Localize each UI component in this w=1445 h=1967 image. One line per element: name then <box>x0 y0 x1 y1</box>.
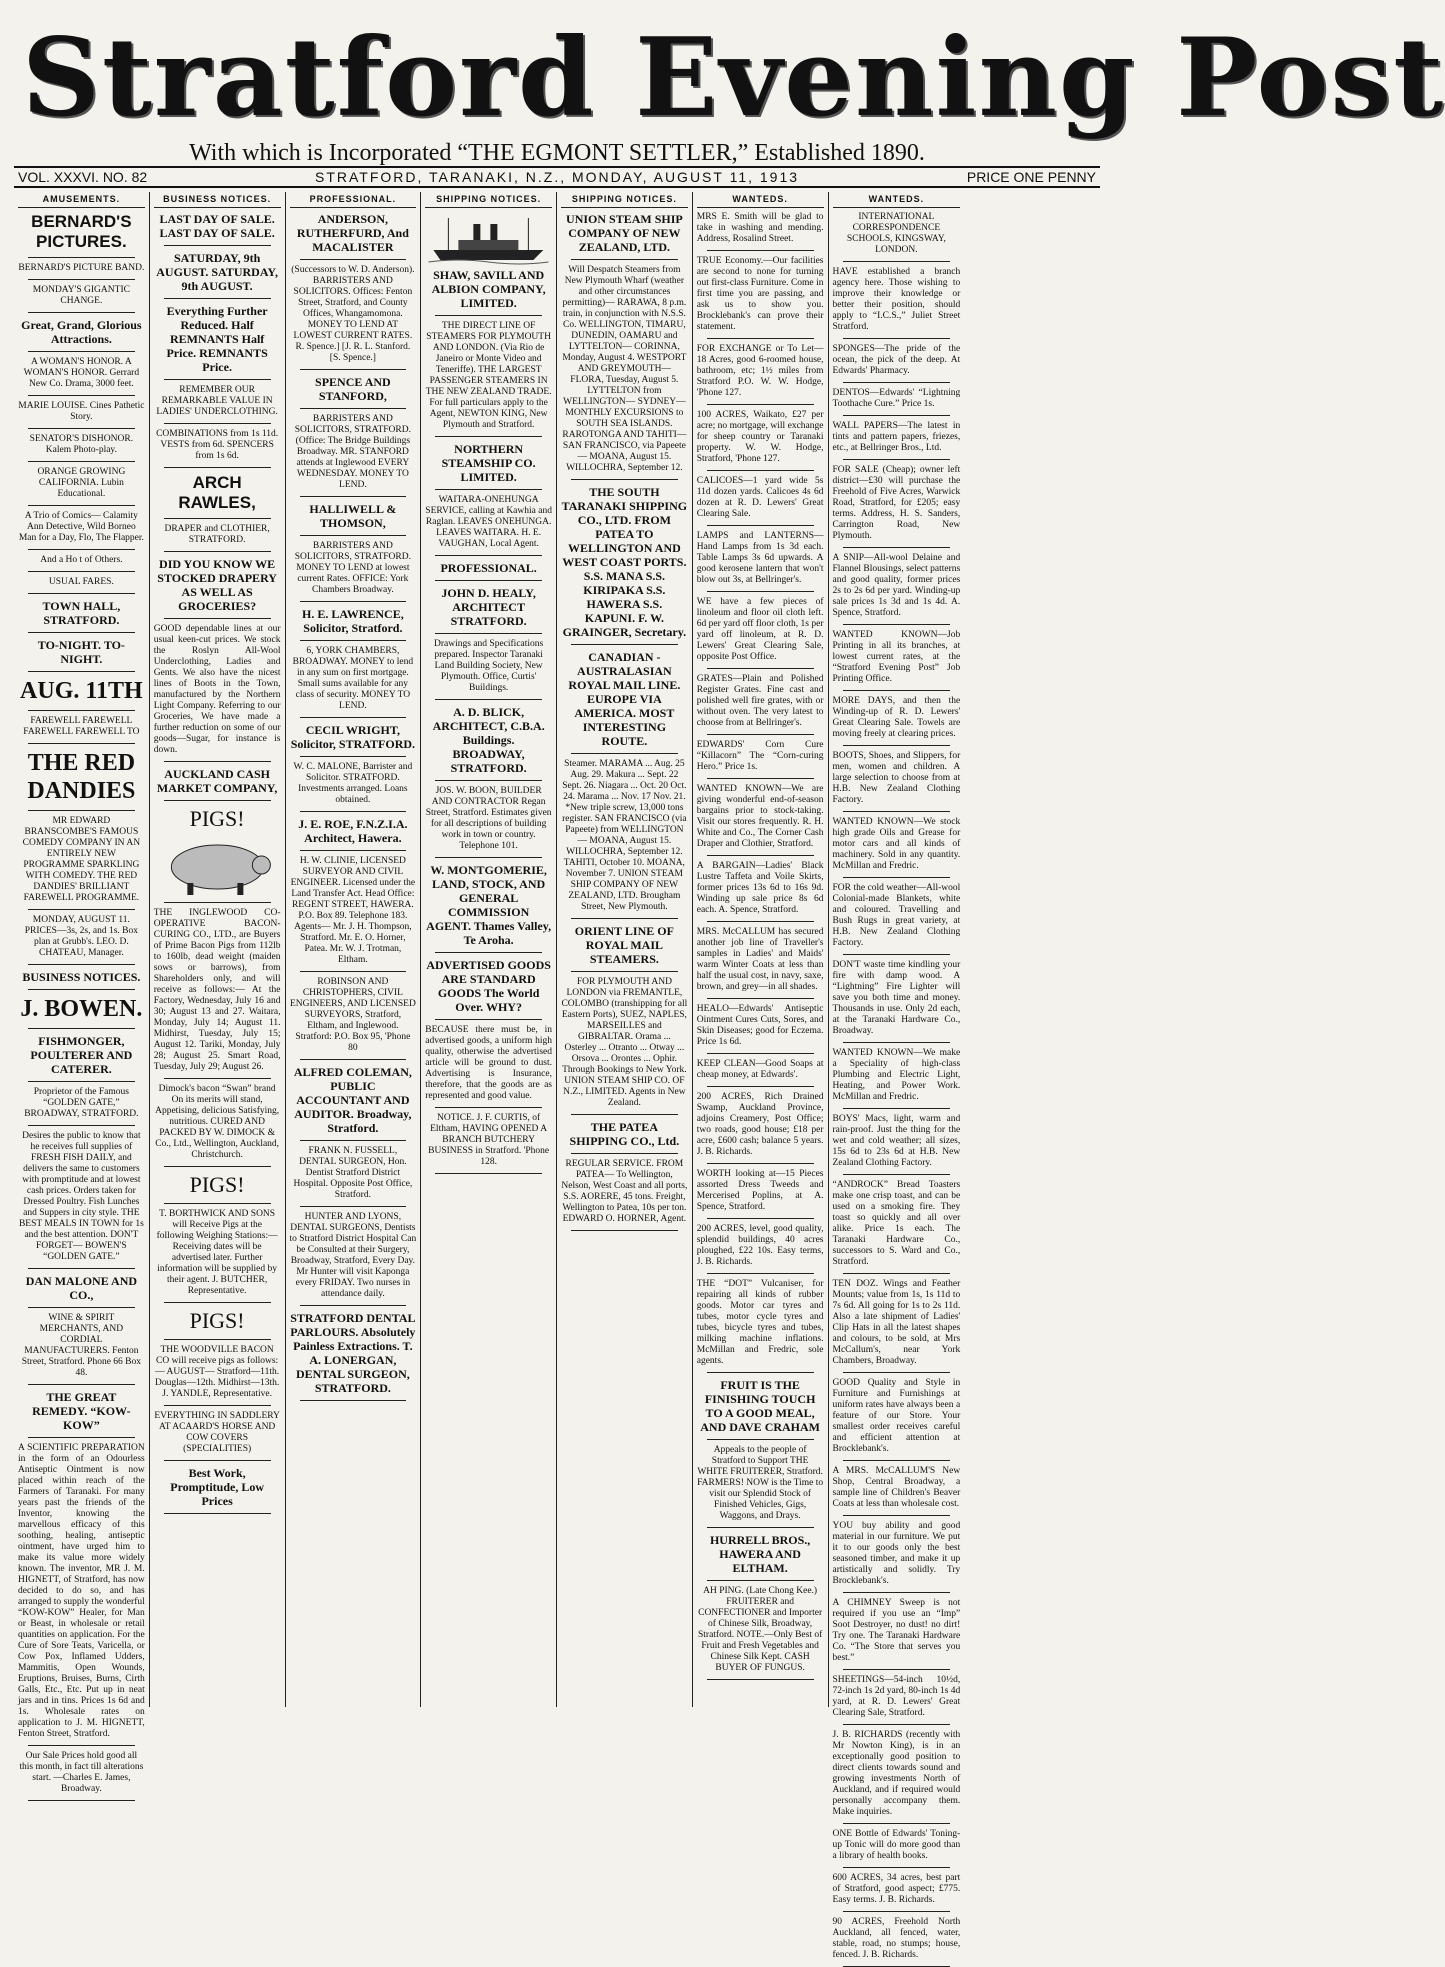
divider <box>435 436 542 437</box>
advertisement-text: WANTED KNOWN—We make a Speciality of high-class Plumbing and Electric Light, Heating, and Power Work. McMillan and Fredric. <box>832 1048 961 1102</box>
advertisement-text: LAMPS and LANTERNS—Hand Lamps from 1s 3d each. Table Lamps 3s 6d upwards. A good kerosene lantern that won't blow out 3s, at Bellringer's. <box>696 531 824 585</box>
divider <box>28 279 135 280</box>
divider <box>843 547 951 548</box>
divider <box>435 580 542 581</box>
divider <box>707 1679 814 1680</box>
divider <box>571 1230 678 1231</box>
advertisement-text: HAVE established a branch agency here. Those wishing to improve their knowledge or better their position, should apply to “I.C.S.,” Juliet Street Stratford. <box>832 267 961 332</box>
advertisement-text: Dimock's bacon “Swan” brand On its merits will stand, Appetising, delicious Satisfying, nutritious. CURED AND PACKED BY W. DIMOCK & Co., Ltd., Wellington, Auckland, Christchurch. <box>155 1084 280 1160</box>
divider <box>843 1042 951 1043</box>
column-7 <box>829 192 965 1960</box>
advertisement-text: W. C. MALONE, Barrister and Solicitor. STRATFORD. Investments arranged. Loans obtained. <box>293 762 413 805</box>
divider <box>28 810 135 811</box>
advertisement-text: LAST DAY OF SALE. LAST DAY OF SALE. <box>159 212 275 240</box>
divider <box>843 1724 951 1725</box>
divider <box>571 644 678 645</box>
divider <box>164 1203 271 1204</box>
column-header: WANTEDS. <box>697 194 824 208</box>
advertisement-text: A BARGAIN—Ladies' Black Lustre Taffeta and Voile Skirts, former prices 13s 6d to 16s 9d. Winding up sale price 8s 6d each. A. Spence, Stratford. <box>696 861 824 915</box>
advertisement-text: Appeals to the people of Stratford to Support THE WHITE FRUITERER, Stratford. FARMERS! NOW is the Time to visit our Splendid Stock of Finished Vehicles, Gigs, Waggons, and Drays. <box>697 1445 824 1521</box>
advertisement-text: (Successors to W. D. Anderson). BARRISTERS AND SOLICITORS. Offices: Fenton Street, Stratford, and County Offices, Whangamomona. MONEY TO LEND AT LOWEST CURRENT RATES. R. Spence.] [J. R. L. Stanford. [S. Spence.] <box>291 265 415 363</box>
divider <box>300 1400 407 1401</box>
divider <box>164 761 271 762</box>
advertisement-text: ROBINSON AND CHRISTOPHERS, CIVIL ENGINEERS, AND LICENSED SURVEYORS, Stratford, Eltham, and Inglewood. Stratford: P.O. Box 95, 'Phone 80 <box>289 977 416 1053</box>
advertisement-text: WALL PAPERS—The latest in tints and pattern papers, friezes, etc., at Bellringer Bros., Ltd. <box>832 421 961 453</box>
divider <box>571 1153 678 1154</box>
advertisement-text: BERNARD'S PICTURES. <box>31 212 132 251</box>
divider <box>28 1437 135 1438</box>
divider <box>435 857 542 858</box>
dateline <box>14 166 1100 188</box>
place-and-date: STRATFORD, TARANAKI, N.Z., MONDAY, AUGUST 11, 1913 <box>314 169 800 185</box>
divider <box>28 710 135 711</box>
column-5 <box>557 192 693 1707</box>
divider <box>707 778 814 779</box>
advertisement-text: WANTED KNOWN—We stock high grade Oils and Grease for motor cars and all kinds of machinery. Sold in any quantity. McMillan and Fredric. <box>832 817 961 871</box>
divider <box>28 549 135 550</box>
divider <box>28 989 135 990</box>
advertisement-text: SHEETINGS—54-inch 10½d, 72-inch 1s 2d yard, 80-inch 1s 4d yard, at R. D. Lewers' Great Clearing Sale, Stratford. <box>832 1675 961 1718</box>
divider <box>843 811 951 812</box>
volume-number: VOL. XXXVI. NO. 82 <box>18 169 148 185</box>
advertisement-text: BOOTS, Shoes, and Slippers, for men, women and children. A large selection to choose from at H.B. New Zealand Clothing Factory. <box>832 751 961 805</box>
advertisement-text: BERNARD'S PICTURE BAND. <box>18 263 145 273</box>
advertisement-text: MORE DAYS, and then the Winding-up of R. D. Lewers' Great Clearing Sale. Towels are moving freely at clearing prices. <box>832 696 961 739</box>
divider <box>28 964 135 965</box>
divider <box>435 315 542 316</box>
advertisement-text: BOYS' Macs, light, warm and rain-proof. Just the thing for the wet and cold weather; all sizes, 15s 6d to 23s 6d at H.B. New Zealand Clothing Factory. <box>832 1114 961 1168</box>
advertisement-text: KEEP CLEAN—Good Soaps at cheap money, at Edwards'. <box>696 1059 824 1080</box>
advertisement-text: MR EDWARD BRANSCOMBE'S FAMOUS COMEDY COMPANY IN AN ENTIRELY NEW PROGRAMME SPARKLING WITH COMEDY. THE RED DANDIES' BRILLIANT FAREWELL PROGRAMME. <box>22 816 141 903</box>
divider <box>843 1669 951 1670</box>
divider <box>843 1823 951 1824</box>
advertisement-text: And a Ho t of Others. <box>40 555 123 565</box>
advertisement-text: DRAPER and CLOTHIER, STRATFORD. <box>164 524 270 545</box>
divider <box>164 1339 271 1340</box>
column-header: SHIPPING NOTICES. <box>561 194 688 208</box>
divider <box>843 261 951 262</box>
advertisement-text: TRUE Economy.—Our facilities are second to none for turning out first-class Furniture. Come in first time you are passing, and ask us to show you. Brocklebank's can prove their statement. <box>696 256 824 332</box>
advertisement-text: NOTICE. J. F. CURTIS, of Eltham, HAVING OPENED A BRANCH BUTCHERY BUSINESS in Stratford. 'Phone 128. <box>428 1113 550 1167</box>
divider <box>707 921 814 922</box>
divider <box>843 1108 951 1109</box>
advertisement-text: SATURDAY, 9th AUGUST. SATURDAY, 9th AUGUST. <box>156 251 278 293</box>
divider <box>843 415 951 416</box>
divider <box>300 1140 407 1141</box>
divider <box>707 404 814 405</box>
advertisement-text: ORANGE GROWING CALIFORNIA. Lubin Educational. <box>37 467 126 499</box>
divider <box>707 1439 814 1440</box>
column-3 <box>286 192 422 1707</box>
advertisement-text: BARRISTERS AND SOLICITORS, STRATFORD. (Office: The Bridge Buildings Broadway. MR. STANFORD attends at Inglewood EVERY WEDNESDAY. MONEY TO LEND. <box>294 414 411 490</box>
advertisement-text: PIGS! <box>189 1308 245 1333</box>
price: PRICE ONE PENNY <box>966 169 1096 185</box>
advertisement-text: JOHN D. HEALY, ARCHITECT STRATFORD. <box>441 586 536 628</box>
advertisement-text: THE “DOT” Vulcaniser, for repairing all kinds of rubber goods. Motor car tyres and tubes, motor cycle tyres and tubes, bicycle tyres and tubes, milking machine inflations. McMillan and Fredric, sole agents. <box>696 1279 824 1366</box>
advertisement-text: MRS E. Smith will be glad to take in washing and mending. Address, Rosalind Street. <box>696 212 824 244</box>
advertisement-text: THE WOODVILLE BACON CO will receive pigs as follows:— AUGUST— Stratford—11th. Douglas—12th. Midhirst—13th. J. YANDLE, Representative. <box>154 1345 280 1399</box>
divider <box>28 351 135 352</box>
advertisement-text: WANTED KNOWN—We are giving wonderful end-of-season bargains prior to stock-taking. Visit our stores frequently. R. H. White and Co., The Corner Cash Draper and Clothier, Stratford. <box>696 784 824 849</box>
advertisement-text: GOOD dependable lines at our usual keen-cut prices. We stock the Roslyn All-Wool Underclothing, Ladies and Gents. We also have the nicest lines of Boots in the Town, manufactured by the Northern Light Company. Referring to our Groceries, We have made a further reduction on some of our goods—Sugar, for instance is down. <box>153 624 281 755</box>
advertisement-text: SPENCE AND STANFORD, <box>315 375 391 403</box>
advertisement-text: WAITARA-ONEHUNGA SERVICE, calling at Kawhia and Raglan. LEAVES ONEHUNGA. LEAVES WAITARA. H. E. VAUGHAN, Local Agent. <box>425 495 552 549</box>
advertisement-text: EDWARDS' Corn Cure “Killacorn” The “Corn-curing Hero.” Price 1s. <box>696 740 824 772</box>
advertisement-text: REGULAR SERVICE. FROM PATEA— To Wellington, Nelson, West Coast and all ports, S.S. AORERE, 45 tons. Freight, Wellington to Patea, 10s per ton. EDWARD O. HORNER, Agent. <box>561 1159 688 1224</box>
column-header: AMUSEMENTS. <box>18 194 145 208</box>
divider <box>707 998 814 999</box>
advertisement-text: MARIE LOUISE. Cines Pathetic Story. <box>18 401 145 422</box>
advertisement-text: A SCIENTIFIC PREPARATION in the form of an Odourless Antiseptic Ointment is now placed within reach of the Farmers of Taranaki. For many years past the friends of the Inventor, knowing the marvellous efficacy of this soothing, healing, antiseptic ointment, have urged him to make its value more widely known. The inventor, MR J. M. HIGNETT, of Stratford, has now decided to do so, and has arranged to supply the wonderful “KOW-KOW” Healer, for Man or Beast, in wholesale or retail quantities on application. For the Cure of Sore Teats, Varicella, or Cow Pox, Inflamed Udders, Mammitis, Open Wounds, Eruptions, Bruises, Burns, Cirth Galls, Etc., Etc. Put up in neat jars and in tins. Prices 1s 6d and 1s. Wholesale rates on application to J. M. HIGNETT, Fenton Street, Stratford. <box>18 1443 145 1739</box>
advertisement-text: 600 ACRES, 34 acres, best part of Stratford, good aspect; £775. Easy terms. J. B. Richards. <box>832 1873 961 1905</box>
advertisement-text: A MRS. McCALLUM'S New Shop, Central Broadway, a sample line of Children's Beaver Coats at less than wholesale cost. <box>832 1466 961 1509</box>
advertisement-text: YOU buy ability and good material in our furniture. We put it to our goods only the best seasoned timber, and make it up artistically and solidly. Try Brocklebank's. <box>832 1521 961 1586</box>
divider <box>300 850 407 851</box>
divider <box>571 1114 678 1115</box>
divider <box>435 633 542 634</box>
divider <box>707 591 814 592</box>
divider <box>28 257 135 258</box>
advertisement-text: CANADIAN - AUSTRALASIAN ROYAL MAIL LINE. EUROPE VIA AMERICA. MOST INTERESTING ROUTE. <box>568 650 681 748</box>
advertisement-text: ORIENT LINE OF ROYAL MAIL STEAMERS. <box>574 924 674 966</box>
advertisement-text: 200 ACRES, level, good quality, splendid buildings, 40 acres ploughed, £22 10s. Easy terms, J. B. Richards. <box>696 1224 824 1267</box>
advertisement-text: Drawings and Specifications prepared. Inspector Taranaki Land Building Society, New Plymouth. Office, Curtis' Buildings. <box>434 639 544 693</box>
advertisement-text: THE INGLEWOOD CO-OPERATIVE BACON-CURING CO., LTD., are Buyers of Prime Bacon Pigs from 112lb to 160lb, dead weight (maiden sows or barrows), from Shareholders only, and will receive as follows:— At the Factory, Wednesday, July 16 and 30; August 13 and 27. Waitara, Monday, July 14; August 11. Midhirst, Tuesday, July 15; August 12. Tariki, Monday, July 28; August 25. Smart Road, Tuesday, July 29; August 26. <box>153 908 281 1072</box>
divider <box>435 952 542 953</box>
advertisement-text: INTERNATIONAL CORRESPONDENCE SCHOOLS, KINGSWAY, LONDON. <box>846 212 946 255</box>
divider <box>164 1460 271 1461</box>
steamship-illustration <box>425 212 552 266</box>
advertisement-text: 6, YORK CHAMBERS, BROADWAY. MONEY to lend in any sum on first mortgage. Small sums available for any class of security. MONEY TO LEND. <box>292 646 414 711</box>
columns-area <box>14 192 1100 1960</box>
advertisement-text: TO-NIGHT. TO-NIGHT. <box>37 638 125 666</box>
divider <box>435 1173 542 1174</box>
divider <box>28 1307 135 1308</box>
column-header: SHIPPING NOTICES. <box>425 194 552 208</box>
divider <box>435 489 542 490</box>
divider <box>164 551 271 552</box>
advertisement-text: DON'T waste time kindling your fire with damp wood. A “Lightning” Fire Lighter will save you both time and money. Thousands in use. Only 2d each, at the Taranaki Hardware Co., Broadway. <box>832 960 961 1036</box>
advertisement-text: FOR the cold weather—All-wool Colonial-made Blankets, white and coloured. Travelling and Bush Rugs in great variety, at H.B. New Zealand Clothing Factory. <box>832 883 961 948</box>
advertisement-text: CALICOES—1 yard wide 5s 11d dozen yards. Calicoes 4s 6d dozen at R. D. Lewers' Great Clearing Sale. <box>696 476 824 519</box>
divider <box>571 479 678 480</box>
divider <box>707 855 814 856</box>
divider <box>164 298 271 299</box>
divider <box>300 811 407 812</box>
advertisement-text: PIGS! <box>189 806 245 831</box>
advertisement-text: FOR SALE (Cheap); owner left district—£30 will purchase the Freehold of Five Acres, Warwick Road, Stratford, for £205; easy terms. Address, H. S. Sanders, Carrington Road, New Plymouth. <box>832 465 961 541</box>
divider <box>435 780 542 781</box>
divider <box>164 1166 271 1167</box>
divider <box>28 571 135 572</box>
advertisement-text: J. E. ROE, F.N.Z.I.A. Architect, Hawera. <box>298 817 408 845</box>
divider <box>164 245 271 246</box>
advertisement-text: 200 ACRES, Rich Drained Swamp, Auckland Province, adjoins Creamery, Post Office; two roads, good house; £18 per acre, £600 cash; balance 5 years. J. B. Richards. <box>696 1092 824 1157</box>
advertisement-text: Steamer. MARAMA ... Aug. 25 Aug. 29. Makura ... Sept. 22 Sept. 26. Niagara ... Oct. 20 Oct. 24. Marama ... Nov. 17 Nov. 21. *New triple screw, 13,000 tons register. SAN FRANCISCO (via Papeete) from WELLINGTON— MOANA, August 15. WILLOCHRA, September 12. TAHITI, October 10. MOANA, November 7. UNION STEAM SHIP COMPANY OF NEW ZEALAND, LTD. Brougham Street, New Plymouth. <box>562 759 687 912</box>
divider <box>28 593 135 594</box>
divider <box>843 1273 951 1274</box>
advertisement-text: T. BORTHWICK AND SONS will Receive Pigs at the following Weighing Stations:— Receiving dates will be advertised later. Further information will be supplied by their agent. J. BUTCHER, Representative. <box>156 1209 278 1296</box>
divider <box>300 971 407 972</box>
divider <box>707 1218 814 1219</box>
advertisement-text: SHAW, SAVILL AND ALBION COMPANY, LIMITED. <box>431 268 546 310</box>
divider <box>164 467 271 468</box>
advertisement-text: AUG. 11TH <box>20 678 143 704</box>
divider <box>435 1019 542 1020</box>
divider <box>843 690 951 691</box>
divider <box>707 668 814 669</box>
advertisement-text: BARRISTERS AND SOLICITORS, STRATFORD. MONEY TO LEND at lowest current Rates. OFFICE: York Chambers Broadway. <box>294 541 411 595</box>
advertisement-text: MONDAY'S GIGANTIC CHANGE. <box>32 285 130 306</box>
advertisement-text: BECAUSE there must be, in advertised goods, a uniform high quality, otherwise the advertised article will be ground to dust. Advertising is Insurance, therefore, that the goods are as represented and good value. <box>425 1025 552 1101</box>
divider <box>707 1053 814 1054</box>
divider <box>843 1867 951 1868</box>
divider <box>843 1911 951 1912</box>
advertisement-text: H. W. CLINIE, LICENSED SURVEYOR AND CIVIL ENGINEER. Licensed under the Land Transfer Act. Head Office: REGENT STREET, HAWERA. P.O. Box 89. Telephone 183. Agents— Mr. J. H. Thompson, Stratford. Mr. E. O. Horner, Patea. Mr. W. J. Trotman, Eltham. <box>290 856 416 965</box>
divider <box>300 1305 407 1306</box>
advertisement-text: Will Despatch Steamers from New Plymouth Wharf (weather and other circumstances permitting)— RARAWA, 8 p.m. train, in conjunction with N.S.S. Co. WELLINGTON, TIMARU, DUNEDIN, OAMARU and LYTTELTON— CORINNA, Monday, August 4. WESTPORT AND GREYMOUTH— FLORA, Tuesday, August 5. LYTTELTON from WELLINGTON— SYDNEY— MONTHLY EXCURSIONS to SOUTH SEA ISLANDS. RAROTONGA AND TAHITI— SAN FRANCISCO, via Papeete— MOANA, August 15. WILLOCHRA, September 12. <box>562 265 687 473</box>
column-header: BUSINESS NOTICES. <box>154 194 281 208</box>
advertisement-text: AUCKLAND CASH MARKET COMPANY, <box>156 767 278 795</box>
advertisement-text: GRATES—Plain and Polished Register Grates. Fine cast and polished well fire grates, with or without oven. The very latest to choose from at Bellringer's. <box>696 674 824 728</box>
divider <box>707 250 814 251</box>
advertisement-text: CECIL WRIGHT, Solicitor, STRATFORD. <box>290 723 416 751</box>
advertisement-text: FRUIT IS THE FINISHING TOUCH TO A GOOD MEAL, AND DAVE CRAHAM <box>700 1378 821 1434</box>
divider <box>28 671 135 672</box>
divider <box>28 1800 135 1801</box>
advertisement-text: BUSINESS NOTICES. <box>22 970 141 984</box>
advertisement-text: HALLIWELL & THOMSON, <box>309 502 397 530</box>
advertisement-text: A Trio of Comics— Calamity Ann Detective, Wild Borneo Man for a Day, Flo, The Flapper. <box>18 511 144 543</box>
advertisement-text: FOR EXCHANGE or To Let—18 Acres, good 6-roomed house, bathroom, etc; 1½ miles from Stratford P.O. W. W. Hodge, 'Phone 127. <box>696 344 824 398</box>
advertisement-text: W. MONTGOMERIE, LAND, STOCK, AND GENERAL COMMISSION AGENT. Thames Valley, Te Aroha. <box>426 863 552 947</box>
advertisement-text: MONDAY, AUGUST 11. PRICES—3s, 2s, and 1s. Box plan at Grubb's. LEO. D. CHATEAU, Manager. <box>24 915 138 958</box>
divider <box>28 1745 135 1746</box>
advertisement-text: NORTHERN STEAMSHIP CO. LIMITED. <box>441 442 536 484</box>
divider <box>843 338 951 339</box>
column-2 <box>150 192 286 1707</box>
column-6 <box>693 192 829 1707</box>
advertisement-text: WORTH looking at—15 Pieces assorted Dress Tweeds and Mercerised Poplins, at A. Spence, Stratford. <box>696 1169 824 1212</box>
advertisement-text: 100 ACRES, Waikato, £27 per acre; no mortgage, will exchange for sheep country or Taranaki property. W. W. Hodge, Stratford, 'Phone 127. <box>696 410 824 464</box>
advertisement-text: HUNTER AND LYONS, DENTAL SURGEONS, Dentists to Stratford District Hospital Can be Consulted at their Surgery, Broadway, Stratford, Every Day. Mr Hunter will visit Kaponga every FRIDAY. Two nurses in attendance daily. <box>289 1212 417 1299</box>
advertisement-text: Everything Further Reduced. Half REMNANTS Half Price. REMNANTS Price. <box>166 304 268 374</box>
advertisement-text: USUAL FARES. <box>48 577 114 587</box>
advertisement-text: WE have a few pieces of linoleum and floor oil cloth left. 6d per yard off floor cloth, 1s per yard off linoleum, at R. D. Lewers' Great Clearing Sale, opposite Post Office. <box>696 597 824 662</box>
divider <box>164 518 271 519</box>
divider <box>707 1086 814 1087</box>
divider <box>28 428 135 429</box>
advertisement-text: PIGS! <box>189 1172 245 1197</box>
divider <box>843 382 951 383</box>
advertisement-text: 90 ACRES, Freehold North Auckland, all fenced, water, stable, road, no stumps; house, fenced. J. B. Richards. <box>832 1917 961 1960</box>
advertisement-text: PROFESSIONAL. <box>440 561 537 575</box>
divider <box>435 555 542 556</box>
advertisement-text: A WOMAN'S HONOR. A WOMAN'S HONOR. Gerrard New Co. Drama, 3000 feet. <box>23 357 140 389</box>
divider <box>707 1273 814 1274</box>
advertisement-text: HEALO—Edwards' Antiseptic Ointment Cures Cuts, Sores, and Skin Diseases; good for Eczema. Price 1s 6d. <box>696 1004 824 1047</box>
advertisement-text: TEN DOZ. Wings and Feather Mounts; value from 1s, 1s 11d to 7s 6d. All going for 1s to 2s 11d. Also a late shipment of Ladies' Clip Hats in all the latest shapes and colours, to be sold, at Mrs McCallum's, near York Chambers, Broadway. <box>832 1279 961 1366</box>
divider <box>843 954 951 955</box>
divider <box>28 1384 135 1385</box>
advertisement-text: A. D. BLICK, ARCHITECT, C.B.A. Buildings. BROADWAY, STRATFORD. <box>432 705 545 775</box>
divider <box>707 470 814 471</box>
advertisement-text: Great, Grand, Glorious Attractions. <box>21 318 142 346</box>
advertisement-text: EVERYTHING IN SADDLERY AT ACAARD'S HORSE AND COW COVERS (SPECIALITIES) <box>154 1411 280 1454</box>
divider <box>571 971 678 972</box>
divider <box>164 1078 271 1079</box>
divider <box>300 1206 407 1207</box>
divider <box>28 1268 135 1269</box>
pig-illustration <box>154 835 281 897</box>
masthead-subline: With which is Incorporated “THE EGMONT SETTLER,” Established 1890. <box>189 140 925 166</box>
divider <box>707 1163 814 1164</box>
divider <box>843 877 951 878</box>
divider <box>300 1059 407 1060</box>
advertisement-text: WINE & SPIRIT MERCHANTS, AND CORDIAL MANUFACTURERS. Fenton Street, Stratford. Phone 66 Box 48. <box>21 1313 141 1378</box>
divider <box>571 918 678 919</box>
advertisement-text: A CHIMNEY Sweep is not required if you use an “Imp” Soot Destroyer, no dust! no dirt! Try one. The Taranaki Hardware Co. “The Store that serves you best.” <box>832 1598 961 1663</box>
divider <box>28 461 135 462</box>
divider <box>28 312 135 313</box>
divider <box>164 379 271 380</box>
divider <box>300 496 407 497</box>
masthead-title: Stratford Evening Post <box>22 15 1445 141</box>
advertisement-text: THE SOUTH TARANAKI SHIPPING CO., LTD. FROM PATEA TO WELLINGTON AND WEST COAST PORTS. S.S. MANA S.S. KIRIPAKA S.S. HAWERA S.S. KAPUNI. F. W. GRAINGER, Secretary. <box>561 485 688 639</box>
divider <box>843 1372 951 1373</box>
advertisement-text: Desires the public to know that he receives full supplies of FRESH FISH DAILY, and delivers the same to customers with promptitude and at lowest cash prices. Orders taken for Dressed Poultry. Fish Lunches and Suppers in city style. THE BEST MEALS IN TOWN for 1s and the best attention. DON'T FORGET— BOWEN'S “GOLDEN GATE.” <box>18 1131 144 1262</box>
divider <box>843 1460 951 1461</box>
divider <box>707 525 814 526</box>
column-header: PROFESSIONAL. <box>290 194 417 208</box>
divider <box>300 408 407 409</box>
divider <box>300 601 407 602</box>
divider <box>843 624 951 625</box>
divider <box>28 1125 135 1126</box>
divider <box>843 745 951 746</box>
advertisement-text: THE DIRECT LINE OF STEAMERS FOR PLYMOUTH AND LONDON. (Via Rio de Janeiro or Monte Video and Teneriffe). THE LARGEST PASSENGER STEAMERS IN THE NEW ZEALAND TRADE. For full particulars apply to the Agent, NEWTON KING, New Plymouth and Stratford. <box>425 321 552 430</box>
column-4 <box>421 192 557 1707</box>
advertisement-text: DENTOS—Edwards' “Lightning Toothache Cure.” Price 1s. <box>832 388 961 409</box>
divider <box>164 1513 271 1514</box>
advertisement-text: AH PING. (Late Chong Kee.) FRUITERER and CONFECTIONER and Importer of Chinese Silk, Broadway, Stratford. NOTE.—Only Best of Fruit and Fresh Vegetables and Chinese Silk Kept. CASH BUYER OF FUNGUS. <box>697 1586 823 1673</box>
advertisement-text: FAREWELL FAREWELL FAREWELL FAREWELL TO <box>23 716 140 737</box>
divider <box>707 1372 814 1373</box>
advertisement-text: Our Sale Prices hold good all this month, in fact till alterations start. —Charles E. James, Broadway. <box>19 1751 144 1794</box>
divider <box>28 505 135 506</box>
divider <box>300 535 407 536</box>
column-header: WANTEDS. <box>833 194 961 208</box>
divider <box>843 1515 951 1516</box>
divider <box>164 423 271 424</box>
divider <box>571 259 678 260</box>
advertisement-text: Best Work, Promptitude, Low Prices <box>170 1466 265 1508</box>
divider <box>300 259 407 260</box>
divider <box>300 717 407 718</box>
divider <box>707 1527 814 1528</box>
advertisement-text: ARCH RAWLES, <box>178 473 256 512</box>
divider <box>28 395 135 396</box>
divider <box>300 640 407 641</box>
advertisement-text: Proprietor of the Famous “GOLDEN GATE,” BROADWAY, STRATFORD. <box>24 1087 139 1119</box>
advertisement-text: STRATFORD DENTAL PARLOURS. Absolutely Painless Extractions. T. A. LONERGAN, DENTAL SURGEON, STRATFORD. <box>290 1311 416 1395</box>
advertisement-text: MRS. McCALLUM has secured another job line of Traveller's samples in Ladies' and Maids' warm Winter Coats at less than half the usual cost, in navy, saxe, brown, and grey—in all shades. <box>696 927 824 992</box>
divider <box>164 902 271 903</box>
advertisement-text: FISHMONGER, POULTERER AND CATERER. <box>30 1034 133 1076</box>
advertisement-text: TOWN HALL, STRATFORD. <box>42 599 121 627</box>
advertisement-text: FOR PLYMOUTH AND LONDON via FREMANTLE, COLOMBO (transhipping for all Eastern Ports), SUEZ, NAPLES, MARSEILLES and GIBRALTAR. Orama ... Osterley ... Otranto ... Otway ... Orsova ... Orontes ... Ophir. Through Bookings to New York. UNION STEAM SHIP CO. OF N.Z., LIMITED. Agents in New Zealand. <box>561 977 688 1108</box>
divider <box>28 1081 135 1082</box>
advertisement-text: UNION STEAM SHIP COMPANY OF NEW ZEALAND, LTD. <box>566 212 683 254</box>
advertisement-text: JOS. W. BOON, BUILDER AND CONTRACTOR Regan Street, Stratford. Estimates given for all descriptions of building work in town or country. Telephone 101. <box>425 786 552 851</box>
divider <box>707 338 814 339</box>
advertisement-text: H. E. LAWRENCE, Solicitor, Stratford. <box>302 607 404 635</box>
divider <box>164 1405 271 1406</box>
advertisement-text: GOOD Quality and Style in Furniture and Furnishings at uniform rates have always been a feature of our Store. Your smallest order receives careful and efficient attention at Brocklebank's. <box>832 1378 961 1454</box>
divider <box>435 1107 542 1108</box>
advertisement-text: SPONGES—The pride of the ocean, the pick of the deep. At Edwards' Pharmacy. <box>832 344 961 376</box>
advertisement-text: FRANK N. FUSSELL, DENTAL SURGEON, Hon. Dentist Stratford District Hospital. Opposite Post Office, Stratford. <box>293 1146 413 1200</box>
divider <box>843 1174 951 1175</box>
divider <box>707 734 814 735</box>
advertisement-text: DAN MALONE AND CO., <box>25 1274 138 1302</box>
divider <box>28 743 135 744</box>
advertisement-text: “ANDROCK” Bread Toasters make one crisp toast, and can be used on a smoking fire. They toast so quickly and all over alike. Price 1s each. The Taranaki Hardware Co., successors to S. Ward and Co., Stratford. <box>832 1180 961 1267</box>
advertisement-text: THE PATEA SHIPPING CO., Ltd. <box>569 1120 680 1148</box>
divider <box>571 753 678 754</box>
advertisement-text: COMBINATIONS from 1s 11d. VESTS from 6d. SPENCERS from 1s 6d. <box>156 429 279 461</box>
advertisement-text: J. B. RICHARDS (recently with Mr Nowton King), is in an exceptionally good position to direct clients towards sound and growing investments North of Auckland, and if required would personally accompany them. Make inquiries. <box>832 1730 961 1817</box>
divider <box>28 632 135 633</box>
column-1 <box>14 192 150 1794</box>
advertisement-text: A SNIP—All-wool Delaine and Flannel Blousings, select patterns and good quality, former prices 2s to 2s 6d per yard. Winding-up sale prices 1s 3d and 1s 4d. A. Spence, Stratford. <box>832 553 961 618</box>
advertisement-text: ONE Bottle of Edwards' Toning-up Tonic will do more good than a library of health books. <box>832 1829 961 1861</box>
advertisement-text: ANDERSON, RUTHERFURD, And MACALISTER <box>296 212 409 254</box>
divider <box>300 756 407 757</box>
divider <box>435 699 542 700</box>
advertisement-text: DID YOU KNOW WE STOCKED DRAPERY AS WELL AS GROCERIES? <box>157 557 277 613</box>
advertisement-text: ADVERTISED GOODS ARE STANDARD GOODS The World Over. WHY? <box>426 958 551 1014</box>
divider <box>28 1028 135 1029</box>
divider <box>28 909 135 910</box>
advertisement-text: THE GREAT REMEDY. “KOW-KOW” <box>32 1390 131 1432</box>
divider <box>164 800 271 801</box>
divider <box>707 1580 814 1581</box>
advertisement-text: REMEMBER OUR REMARKABLE VALUE IN LADIES' UNDERCLOTHING. <box>156 385 278 417</box>
advertisement-text: J. BOWEN. <box>20 996 143 1022</box>
divider <box>300 369 407 370</box>
divider <box>843 1592 951 1593</box>
advertisement-text: THE RED DANDIES <box>27 750 136 804</box>
divider <box>843 459 951 460</box>
divider <box>164 618 271 619</box>
advertisement-text: ALFRED COLEMAN, PUBLIC ACCOUNTANT AND AUDITOR. Broadway, Stratford. <box>293 1065 412 1135</box>
advertisement-text: SENATOR'S DISHONOR. Kalem Photo-play. <box>29 434 134 455</box>
advertisement-text: WANTED KNOWN—Job Printing in all its branches, at lowest current rates, at the “Stratford Evening Post” Job Printing Office. <box>832 630 961 684</box>
advertisement-text: HURRELL BROS., HAWERA AND ELTHAM. <box>709 1533 811 1575</box>
divider <box>164 1302 271 1303</box>
